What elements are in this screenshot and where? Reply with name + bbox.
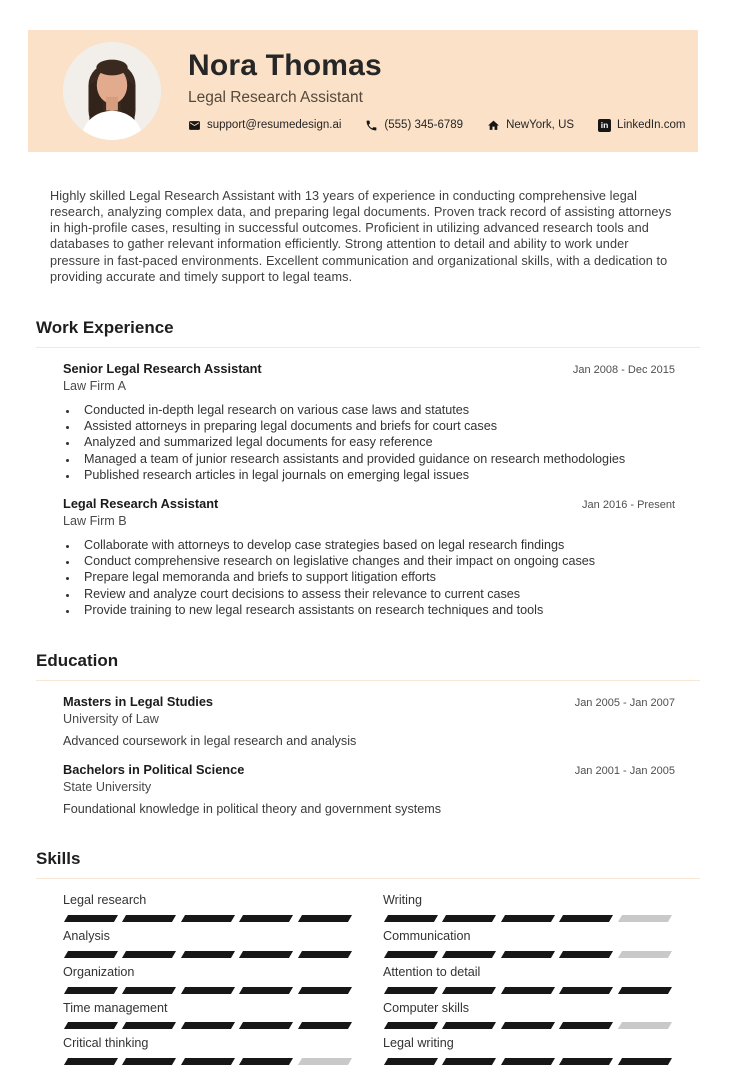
skill-segment-empty	[618, 1022, 672, 1029]
skill-segment-filled	[239, 1022, 293, 1029]
skill-name: Computer skills	[383, 1000, 470, 1015]
skill-segment-filled	[384, 915, 438, 922]
skill-segment-filled	[501, 915, 555, 922]
skill-segment-filled	[122, 915, 176, 922]
skill-level-bar	[383, 1058, 673, 1065]
skill-item	[63, 893, 353, 922]
resume-header	[28, 30, 698, 152]
skill-segment-empty	[618, 951, 672, 958]
job-bullet: • Analyzed and summarized legal documents for easy reference	[78, 434, 675, 450]
skill-level-bar	[63, 1022, 353, 1029]
education-entry	[63, 762, 675, 816]
job-bullet-list	[78, 537, 675, 619]
education-dates: Jan 2001 - Jan 2005	[574, 765, 675, 778]
work-experience-heading: Work Experience	[36, 317, 174, 337]
skill-segment-filled	[239, 915, 293, 922]
education-dates: Jan 2005 - Jan 2007	[574, 697, 675, 710]
skill-segment-filled	[64, 1058, 118, 1065]
skill-segment-filled	[122, 1058, 176, 1065]
job-entry-head	[63, 496, 675, 511]
skill-name: Organization	[63, 964, 135, 979]
skill-segment-filled	[239, 1058, 293, 1065]
skill-name: Communication	[383, 929, 471, 944]
email-icon	[188, 119, 201, 132]
skill-segment-filled	[64, 1022, 118, 1029]
degree-title: Masters in Legal Studies	[63, 694, 214, 710]
skill-segment-filled	[298, 987, 352, 994]
skill-segment-filled	[384, 1058, 438, 1065]
job-list	[63, 361, 675, 619]
skill-segment-filled	[181, 1058, 235, 1065]
skill-segment-filled	[298, 951, 352, 958]
skill-segment-filled	[181, 1022, 235, 1029]
skill-segment-empty	[298, 1058, 352, 1065]
job-bullet: • Collaborate with attorneys to develop case strategies based on legal research findings	[78, 537, 675, 553]
section-skills	[0, 849, 730, 1072]
skill-item	[63, 929, 353, 958]
education-entry	[63, 694, 675, 748]
phone-icon	[365, 119, 378, 132]
education-list	[63, 694, 675, 816]
header-text-block	[188, 50, 685, 132]
linkedin-icon: in	[598, 119, 611, 132]
skill-segment-filled	[442, 915, 496, 922]
profile-photo	[63, 42, 161, 140]
skill-segment-filled	[618, 1058, 672, 1065]
skill-segment-filled	[181, 987, 235, 994]
education-description: Advanced coursework in legal research and analysis	[63, 734, 357, 749]
contact-item-home	[487, 119, 574, 132]
skill-level-bar	[63, 915, 353, 922]
home-icon	[487, 119, 500, 132]
skill-name: Analysis	[63, 929, 110, 944]
job-bullet: • Assisted attorneys in preparing legal documents and briefs for court cases	[78, 418, 675, 434]
school-name: University of Law	[63, 712, 159, 727]
education-description: Foundational knowledge in political theory and government systems	[63, 802, 442, 817]
education-entry-head	[63, 762, 675, 777]
skill-segment-filled	[122, 1022, 176, 1029]
contact-text: NewYork, US	[506, 119, 575, 132]
skill-segment-filled	[501, 1058, 555, 1065]
job-bullet: • Prepare legal memoranda and briefs to support litigation efforts	[78, 569, 675, 585]
education-entry-head	[63, 694, 675, 709]
skill-item	[63, 965, 353, 994]
education-heading: Education	[36, 651, 119, 671]
skill-segment-filled	[122, 951, 176, 958]
skill-segment-filled	[501, 1022, 555, 1029]
skill-segment-filled	[559, 915, 613, 922]
skill-level-bar	[63, 987, 353, 994]
skill-segment-filled	[122, 987, 176, 994]
job-company: Law Firm B	[63, 513, 127, 528]
skill-level-bar	[63, 951, 353, 958]
job-dates: Jan 2008 - Dec 2015	[572, 363, 675, 376]
contact-item-phone	[365, 119, 463, 132]
skill-item	[383, 1001, 673, 1030]
skill-segment-filled	[64, 915, 118, 922]
skill-segment-filled	[298, 915, 352, 922]
section-divider	[36, 347, 700, 348]
skill-segment-filled	[442, 1058, 496, 1065]
candidate-title: Legal Research Assistant	[188, 88, 363, 106]
section-divider	[36, 878, 700, 879]
skill-level-bar	[383, 1022, 673, 1029]
contact-text: support@resumedesign.ai	[207, 119, 342, 132]
skill-segment-filled	[181, 915, 235, 922]
skill-segment-filled	[559, 1058, 613, 1065]
skills-grid	[63, 893, 673, 1072]
job-bullet-list	[78, 402, 675, 484]
degree-title: Bachelors in Political Science	[63, 762, 245, 778]
skill-segment-filled	[618, 987, 672, 994]
skill-name: Writing	[383, 893, 422, 908]
skill-item	[383, 1036, 673, 1065]
skills-heading: Skills	[36, 849, 81, 869]
skill-name: Legal research	[63, 893, 147, 908]
skill-level-bar	[383, 915, 673, 922]
profile-summary: Highly skilled Legal Research Assistant with 13 years of experience in conducting comprehensive legal research, analyzing complex data, and preparing legal documents. Proven track record of assisting attorneys in high-profile cases, resulting in successful outcomes. Proficient in utilizing advanced research tools and databases to gather relevant information efficiently. Strong attention to detail and ability to work under pressure in fast-paced environments. Excellent communication and organizational skills, with a dedication to providing accurate and timely support to legal teams.	[50, 189, 672, 284]
profile-photo-illustration	[63, 42, 161, 140]
contact-row	[188, 119, 685, 132]
skill-segment-filled	[64, 951, 118, 958]
job-bullet: • Provide training to new legal research assistants on research techniques and tools	[78, 602, 675, 618]
skill-level-bar	[383, 987, 673, 994]
skill-segment-filled	[239, 951, 293, 958]
skill-segment-filled	[559, 987, 613, 994]
job-dates: Jan 2016 - Present	[582, 498, 675, 511]
job-entry	[63, 496, 675, 619]
job-bullet: • Conduct comprehensive research on legislative changes and their impact on ongoing cases	[78, 553, 675, 569]
skill-segment-filled	[181, 951, 235, 958]
section-work-experience	[0, 318, 730, 619]
section-divider	[36, 680, 700, 681]
skill-segment-filled	[64, 987, 118, 994]
skill-name: Legal writing	[383, 1036, 454, 1051]
skill-name: Time management	[63, 1000, 168, 1015]
contact-text: LinkedIn.com	[617, 119, 686, 132]
job-bullet: • Published research articles in legal journals on emerging legal issues	[78, 467, 675, 483]
skill-segment-filled	[559, 951, 613, 958]
contact-item-email[interactable]	[188, 119, 341, 132]
job-bullet: • Conducted in-depth legal research on various case laws and statutes	[78, 402, 675, 418]
contact-text: (555) 345-6789	[384, 119, 464, 132]
skill-item	[383, 893, 673, 922]
skill-segment-filled	[384, 951, 438, 958]
job-title: Senior Legal Research Assistant	[63, 360, 262, 376]
job-title: Legal Research Assistant	[63, 495, 219, 511]
skill-item	[63, 1001, 353, 1030]
skill-name: Attention to detail	[383, 964, 481, 979]
contact-item-linkedin[interactable]	[598, 119, 685, 132]
skill-segment-filled	[442, 1022, 496, 1029]
skill-segment-filled	[501, 987, 555, 994]
skill-segment-filled	[384, 987, 438, 994]
skill-name: Critical thinking	[63, 1036, 149, 1051]
skill-segment-filled	[442, 951, 496, 958]
skill-item	[383, 965, 673, 994]
skill-segment-filled	[501, 951, 555, 958]
skill-segment-filled	[298, 1022, 352, 1029]
job-company: Law Firm A	[63, 378, 126, 393]
skill-item	[63, 1036, 353, 1065]
school-name: State University	[63, 780, 152, 795]
section-education	[0, 651, 730, 816]
job-entry-head	[63, 361, 675, 376]
skill-segment-filled	[559, 1022, 613, 1029]
skill-item	[383, 929, 673, 958]
skill-segment-empty	[618, 915, 672, 922]
skill-level-bar	[383, 951, 673, 958]
skill-segment-filled	[442, 987, 496, 994]
job-bullet: • Review and analyze court decisions to assess their relevance to current cases	[78, 586, 675, 602]
candidate-name: Nora Thomas	[188, 49, 382, 83]
job-bullet: • Managed a team of junior research assistants and provided guidance on research methodologies	[78, 451, 675, 467]
skill-segment-filled	[239, 987, 293, 994]
skill-level-bar	[63, 1058, 353, 1065]
job-entry	[63, 361, 675, 484]
skill-segment-filled	[384, 1022, 438, 1029]
